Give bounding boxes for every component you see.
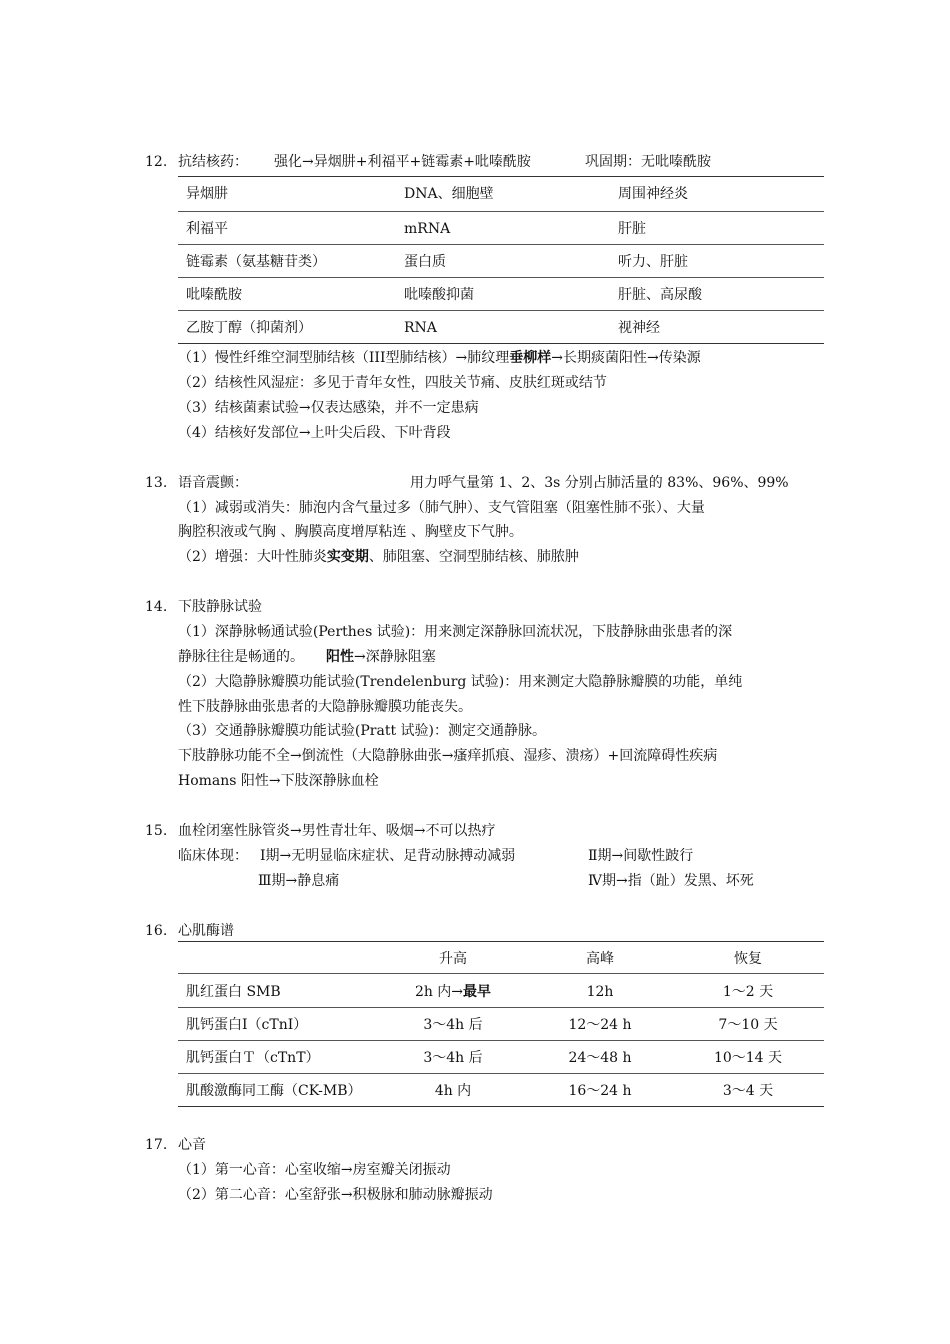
table-cell: 10～14 天 (713, 1050, 783, 1066)
section-14-title: 下肢静脉试验 (178, 599, 262, 615)
note-line: （3）结核菌素试验→仅表达感染，并不一定患病 (178, 400, 479, 416)
table-cell: 16～24 h (568, 1083, 632, 1099)
table-header: 高峰 (586, 951, 614, 967)
section-17-number: 17. (145, 1137, 168, 1153)
table-cell: 视神经 (618, 320, 660, 336)
section-12-consolidation: 巩固期：无吡嗪酰胺 (585, 154, 711, 170)
section-13-side-note: 用力呼气量第 1、2、3s 分别占肺活量的 83%、96%、99% (410, 475, 789, 491)
table-cell: 蛋白质 (404, 254, 446, 270)
table-cell: 3～4h 后 (423, 1050, 483, 1066)
table-cell: DNA、细胞壁 (404, 186, 494, 202)
table-cell: 2h 内→最早 (414, 984, 492, 1000)
note-line: （2）增强：大叶性肺炎实变期、肺阻塞、空洞型肺结核、肺脓肿 (178, 549, 579, 565)
note-line: （2）大隐静脉瓣膜功能试验(Trendelenburg 试验)：用来测定大隐静脉瓣膜的功能，单纯 (178, 674, 743, 690)
stage-3: Ⅲ期→静息痛 (258, 873, 340, 889)
stage-1: Ⅰ期→无明显临床症状、足背动脉搏动减弱 (260, 848, 516, 864)
note-line: （1）第一心音：心室收缩→房室瓣关闭振动 (178, 1162, 451, 1178)
table-cell: RNA (404, 320, 437, 336)
section-17-title: 心音 (178, 1137, 206, 1153)
section-13-number: 13. (145, 475, 168, 491)
stage-4: Ⅳ期→指（趾）发黑、坏死 (588, 873, 754, 889)
table-cell: 肝脏 (618, 221, 646, 237)
table-cell: 12h (586, 984, 614, 1000)
table-cell: 肌钙蛋白Ⅰ（cTnI） (186, 1017, 308, 1033)
note-line: （2）第二心音：心室舒张→积极脉和肺动脉瓣振动 (178, 1187, 493, 1203)
table-cell: 3～4 天 (722, 1083, 774, 1099)
stage-2: Ⅱ期→间歇性跛行 (588, 848, 694, 864)
table-cell: mRNA (404, 221, 451, 237)
section-13-title: 语音震颤： (178, 475, 248, 491)
section-15-number: 15. (145, 823, 168, 839)
table-cell: 吡嗪酸抑菌 (404, 287, 474, 303)
note-line: （4）结核好发部位→上叶尖后段、下叶背段 (178, 425, 451, 441)
table-cell: 异烟肼 (186, 186, 228, 202)
note-line: （1）慢性纤维空洞型肺结核（III型肺结核）→肺纹理垂柳样→长期痰菌阳性→传染源 (178, 350, 701, 366)
table-cell: 7～10 天 (718, 1017, 778, 1033)
section-16-title: 心肌酶谱 (178, 923, 234, 939)
table-cell: 24～48 h (568, 1050, 632, 1066)
table-cell: 12～24 h (568, 1017, 632, 1033)
note-line: （3）交通静脉瓣膜功能试验(Pratt 试验)：测定交通静脉。 (178, 723, 546, 739)
note-line: （1）深静脉畅通试验(Perthes 试验)：用来测定深静脉回流状况，下肢静脉曲张患者的深 (178, 624, 733, 640)
section-16-number: 16. (145, 923, 168, 939)
table-cell: 1～2 天 (722, 984, 774, 1000)
note-line: Homans 阳性→下肢深静脉血栓 (178, 773, 379, 789)
table-cell: 肝脏、高尿酸 (618, 287, 702, 303)
table-cell: 链霉素（氨基糖苷类） (186, 254, 326, 270)
table-cell: 肌钙蛋白Ｔ（cTnT） (186, 1050, 320, 1066)
note-line: 静脉往往是畅通的。 阳性→深静脉阻塞 (178, 649, 436, 665)
section-12-number: 12. (145, 154, 168, 170)
table-cell: 3～4h 后 (423, 1017, 483, 1033)
table-cell: 肌酸激酶同工酶（CK-MB） (186, 1083, 362, 1099)
table-cell: 听力、肝脏 (618, 254, 688, 270)
table-header: 恢复 (734, 951, 762, 967)
section-14-number: 14. (145, 599, 168, 615)
section-15-title: 血栓闭塞性脉管炎→男性青壮年、吸烟→不可以热疗 (178, 823, 496, 839)
note-line: 性下肢静脉曲张患者的大隐静脉瓣膜功能丧失。 (178, 699, 472, 715)
table-cell: 4h 内 (434, 1083, 472, 1099)
clinical-label: 临床体现： (178, 848, 248, 864)
table-cell: 乙胺丁醇（抑菌剂） (186, 320, 312, 336)
table-cell: 肌红蛋白 SMB (186, 984, 281, 1000)
table-cell: 利福平 (186, 221, 228, 237)
section-12-title: 抗结核药： (178, 154, 248, 170)
section-12-plan: 强化→异烟肼+利福平+链霉素+吡嗪酰胺 (274, 154, 531, 170)
table-cell: 吡嗪酰胺 (186, 287, 242, 303)
table-cell: 周围神经炎 (618, 186, 688, 202)
note-line: （2）结核性风湿症：多见于青年女性，四肢关节痛、皮肤红斑或结节 (178, 375, 607, 391)
note-line: 下肢静脉功能不全→倒流性（大隐静脉曲张→瘙痒抓痕、湿疹、溃疡）+回流障碍性疾病 (178, 748, 718, 764)
note-line: （1）减弱或消失：肺泡内含气量过多（肺气肿）、支气管阻塞（阻塞性肺不张）、大量 (178, 500, 705, 516)
note-line: 胸腔积液或气胸 、胸膜高度增厚粘连 、胸壁皮下气肿。 (178, 524, 523, 540)
table-header: 升高 (439, 951, 467, 967)
